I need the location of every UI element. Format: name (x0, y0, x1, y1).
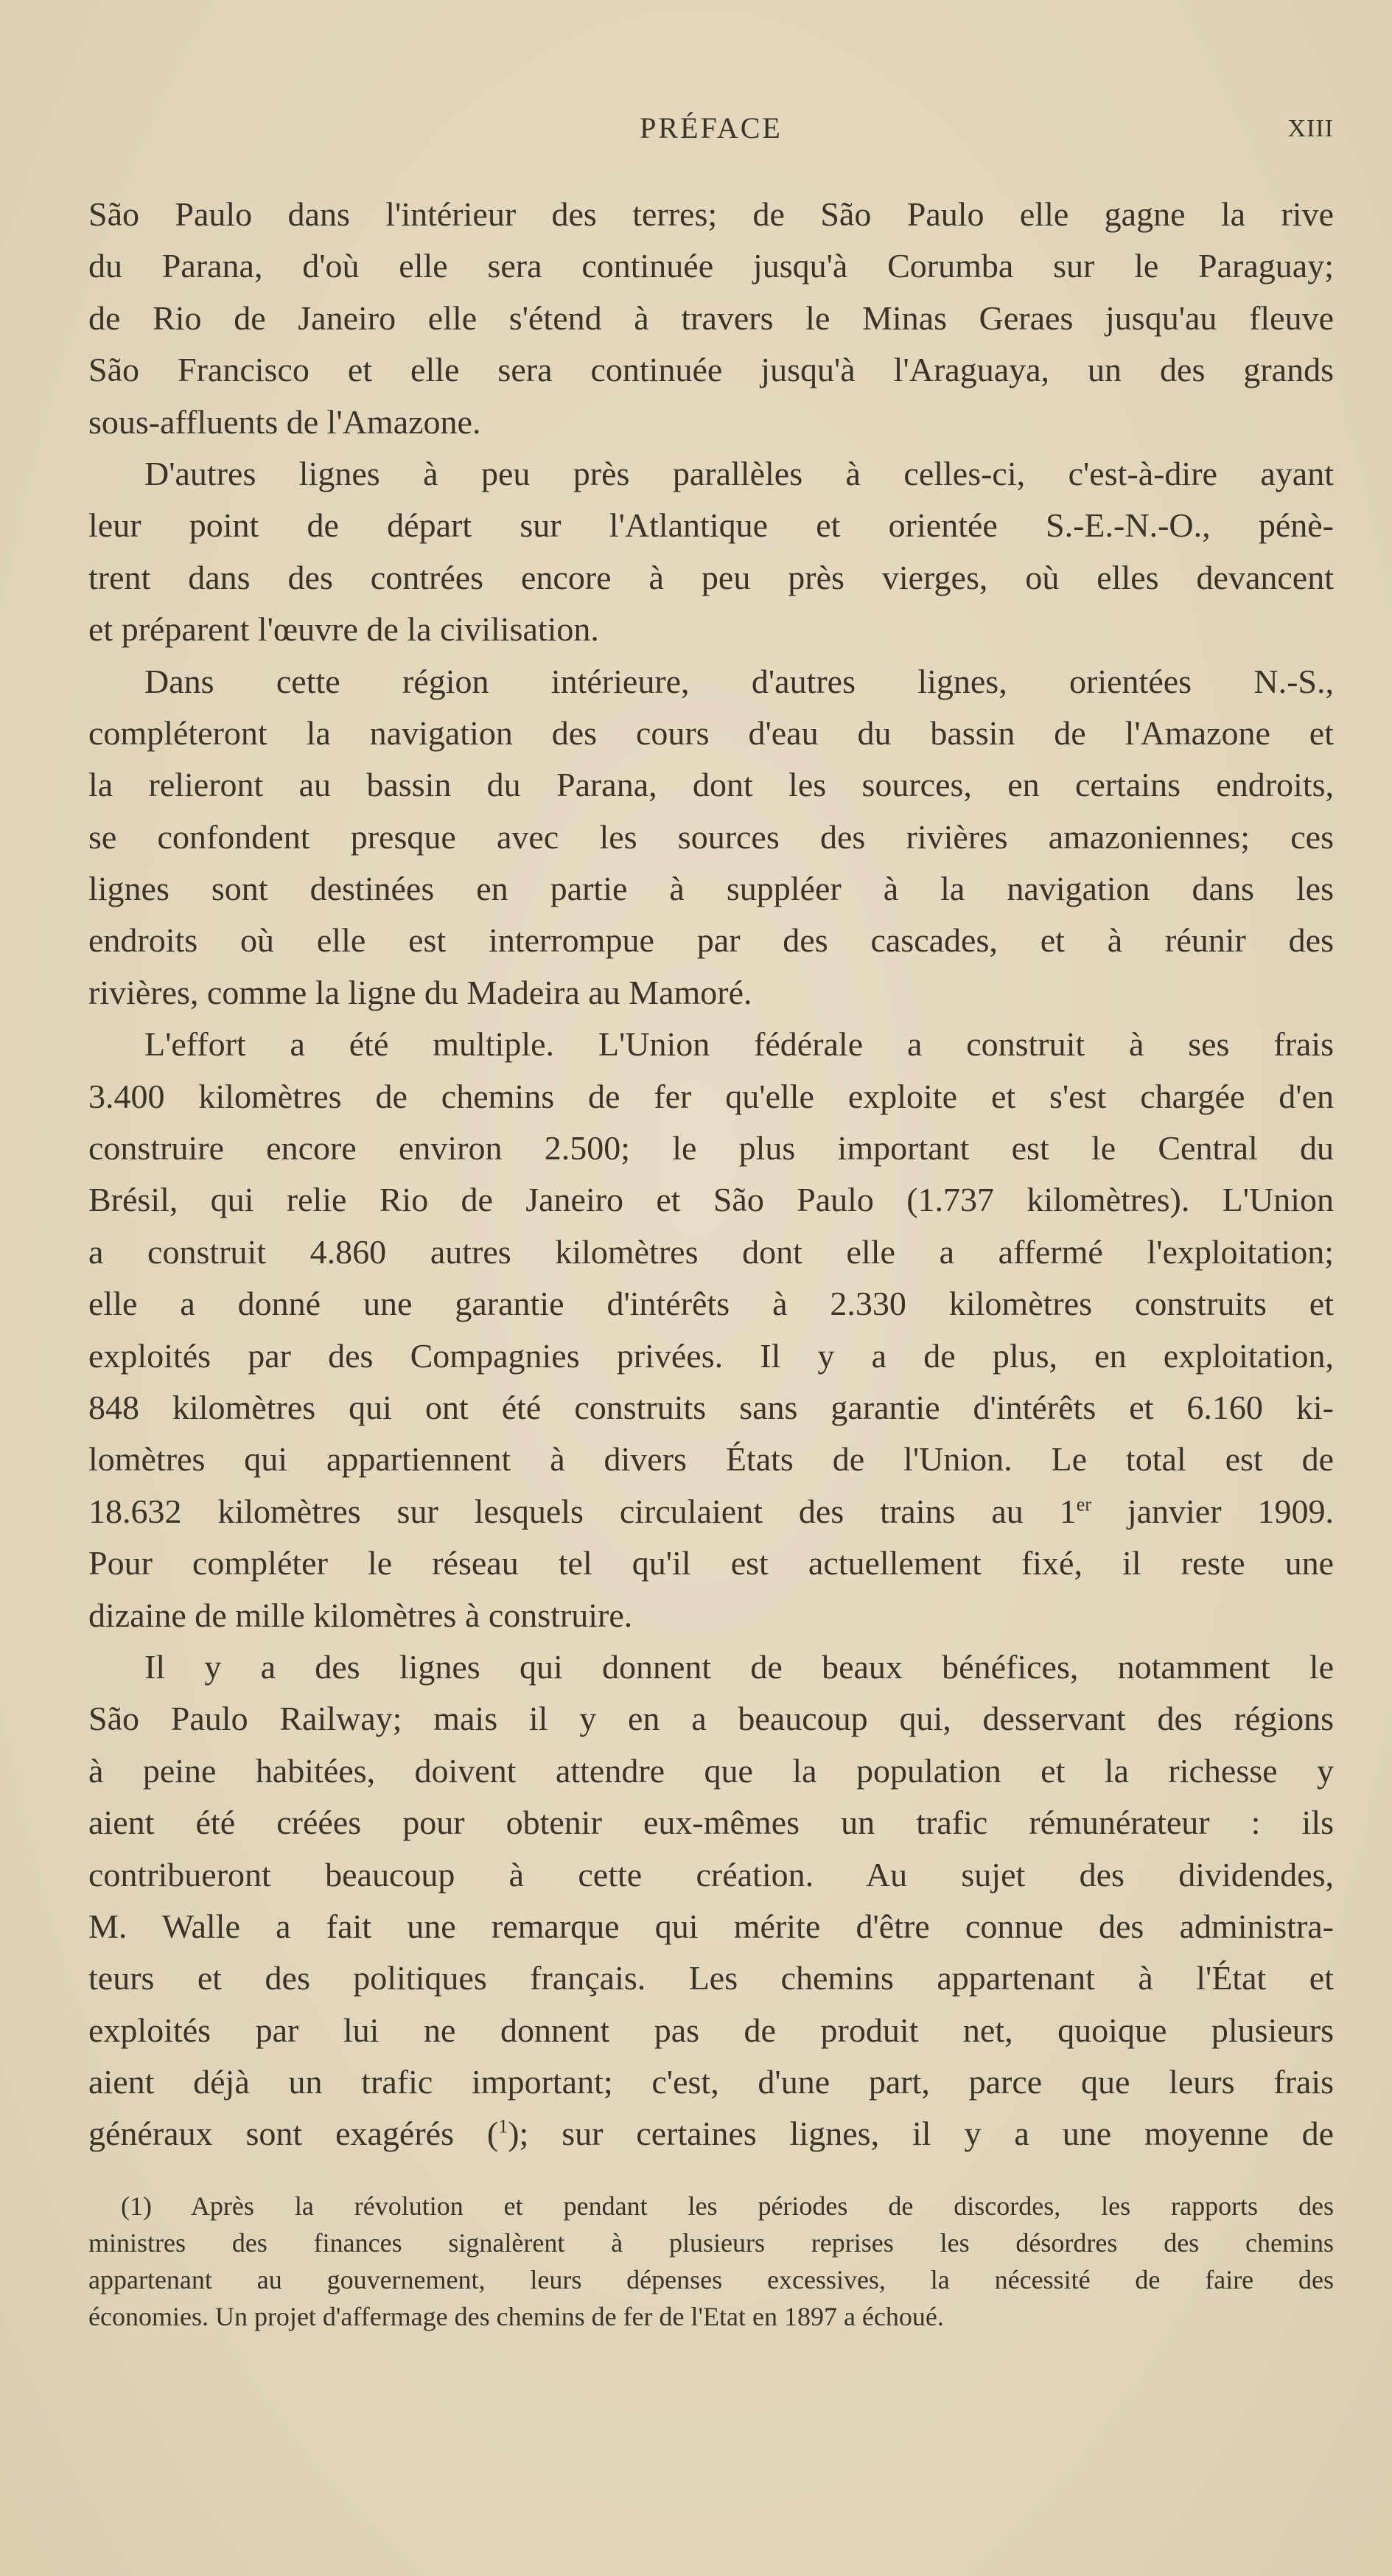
line-text: généraux sont exagérés ( (88, 2115, 499, 2153)
text-line: sous-affluents de l'Amazone. (88, 402, 481, 441)
text-line (88, 2108, 1334, 2160)
text-line: M. Walle a fait une remarque qui mérite d'être connue des administra- (88, 1907, 1334, 1945)
text-line: contribueront beaucoup à cette création. Au sujet des dividendes, (88, 1855, 1334, 1893)
text-line: exploités par lui ne donnent pas de produit net, quoique plusieurs (88, 2011, 1334, 2049)
text-line: a construit 4.860 autres kilomètres dont elle a affermé l'exploitation; (88, 1232, 1334, 1271)
text-line: São Francisco et elle sera continuée jusqu'à l'Araguaya, un des grands (88, 351, 1334, 389)
text-line: à peine habitées, doivent attendre que la population et la richesse y (88, 1751, 1334, 1790)
text-line: Dans cette région intérieure, d'autres lignes, orientées N.-S., (144, 662, 1334, 700)
text-line: trent dans des contrées encore à peu près vierges, où elles devancent (88, 558, 1334, 596)
superscript: er (1076, 1493, 1091, 1515)
footnote-line: économies. Un projet d'affermage des chemins de fer de l'Etat en 1897 a échoué. (88, 2302, 944, 2331)
text-line: L'effort a été multiple. L'Union fédérale a construit à ses frais (144, 1025, 1334, 1064)
text-line: lignes sont destinées en partie à suppléer à la navigation dans les (88, 870, 1334, 908)
text-line: teurs et des politiques français. Les chemins appartenant à l'État et (88, 1959, 1334, 1997)
chapter-title: PRÉFACE (640, 111, 783, 144)
body-text (88, 189, 1334, 2160)
text-line: São Paulo dans l'intérieur des terres; de São Paulo elle gagne la rive (88, 195, 1334, 233)
text-line: la relieront au bassin du Parana, dont les sources, en certains endroits, (88, 766, 1334, 804)
text-line: rivières, comme la ligne du Madeira au Mamoré. (88, 973, 752, 1011)
text-line: endroits où elle est interrompue par des cascades, et à réunir des (88, 921, 1334, 960)
text-line: dizaine de mille kilomètres à construire. (88, 1596, 633, 1634)
text-line: Pour compléter le réseau tel qu'il est actuellement fixé, il reste une (88, 1544, 1334, 1582)
superscript: 1 (498, 2116, 508, 2138)
footnote-line: ministres des finances signalèrent à plusieurs reprises les désordres des chemins (88, 2228, 1334, 2258)
footnote (88, 2188, 1334, 2335)
text-line: exploités par des Compagnies privées. Il y a de plus, en exploitation, (88, 1336, 1334, 1375)
line-text: 18.632 kilomètres sur lesquels circulaient des trains au 1 (88, 1492, 1077, 1530)
paragraph (88, 448, 1334, 656)
footnote-line: (1) Après la révolution et pendant les périodes de discordes, les rapports des (121, 2191, 1334, 2221)
text-line: leur point de départ sur l'Atlantique et orientée S.-E.-N.-O., pénè- (88, 506, 1334, 545)
paragraph (88, 189, 1334, 448)
text-line: aient été créées pour obtenir eux-mêmes un trafic rémunérateur : ils (88, 1804, 1334, 1842)
text-line: D'autres lignes à peu près parallèles à celles-ci, c'est-à-dire ayant (144, 454, 1334, 492)
text-line: São Paulo Railway; mais il y en a beaucoup qui, desservant des régions (88, 1700, 1334, 1738)
text-line: 848 kilomètres qui ont été construits sans garantie d'intérêts et 6.160 ki- (88, 1388, 1334, 1426)
text-line: construire encore environ 2.500; le plus important est le Central du (88, 1129, 1334, 1167)
line-text: janvier 1909. (1091, 1492, 1334, 1530)
paragraph (88, 1641, 1334, 2160)
text-line: Brésil, qui relie Rio de Janeiro et São Paulo (1.737 kilomètres). L'Union (88, 1181, 1334, 1219)
paragraph (88, 1019, 1334, 1641)
text-line: se confondent presque avec les sources des rivières amazoniennes; ces (88, 817, 1334, 856)
running-head (88, 111, 1334, 155)
text-line: lomètres qui appartiennent à divers États de l'Union. Le total est de (88, 1440, 1334, 1479)
line-text: ); sur certaines lignes, il y a une moyenne de (508, 2115, 1334, 2153)
text-line: aient déjà un trafic important; c'est, d'une part, parce que leurs frais (88, 2063, 1334, 2101)
text-line: elle a donné une garantie d'intérêts à 2.330 kilomètres construits et (88, 1285, 1334, 1323)
text-line: compléteront la navigation des cours d'eau du bassin de l'Amazone et (88, 713, 1334, 752)
paragraph (88, 656, 1334, 1019)
text-line: 3.400 kilomètres de chemins de fer qu'elle exploite et s'est chargée d'en (88, 1077, 1334, 1115)
text-line: du Parana, d'où elle sera continuée jusqu'à Corumba sur le Paraguay; (88, 247, 1334, 285)
text-line: Il y a des lignes qui donnent de beaux bénéfices, notamment le (144, 1647, 1334, 1686)
text-line (88, 1486, 1334, 1537)
footnote-line: appartenant au gouvernement, leurs dépenses excessives, la nécessité de faire des (88, 2265, 1334, 2294)
text-line: de Rio de Janeiro elle s'étend à travers le Minas Geraes jusqu'au fleuve (88, 299, 1334, 337)
page-number: XIII (1287, 115, 1334, 142)
text-line: et préparent l'œuvre de la civilisation. (88, 610, 599, 649)
